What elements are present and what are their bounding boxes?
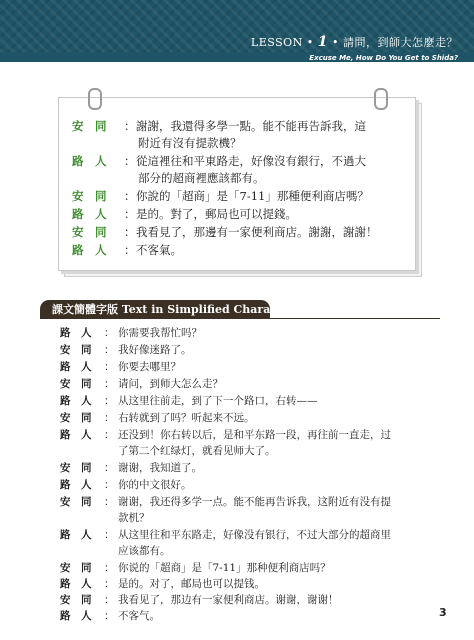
- speaker-label: 安 同: [60, 344, 92, 356]
- dialogue-line: 謝謝，我還得多學一點。能不能再告訴我，這: [136, 119, 366, 133]
- simplified-row: 路 人 ： 从这里往和平东路走，好像没有银行，不过大部分的超商里: [60, 529, 391, 541]
- dialogue-row: 安 同 ：我看見了，那邊有一家便利商店。謝謝，謝謝！: [72, 225, 378, 239]
- binder-ring-icon: [88, 88, 102, 110]
- simplified-row: 安 同 ： 我看见了，那边有一家便利商店。谢谢，谢谢！: [60, 594, 339, 606]
- speaker-label: 路 人: [60, 578, 92, 590]
- simplified-row: 路 人 ： 你的中文很好。: [60, 479, 192, 491]
- dialogue-line: 我看見了，那邊有一家便利商店。謝謝，謝謝！: [136, 225, 378, 239]
- simplified-row: 安 同 ： 你说的「超商」是「7-11」那种便利商店吗？: [60, 562, 331, 574]
- speaker-label: 路 人: [60, 610, 92, 622]
- dialogue-row: 安 同 ：謝謝，我還得多學一點。能不能再告訴我，這: [72, 119, 366, 133]
- speaker-label: 安 同: [60, 412, 92, 424]
- dialogue-line: 從這裡往和平東路走，好像沒有銀行，不過大: [136, 154, 366, 168]
- lesson-number: 1: [317, 34, 328, 50]
- simplified-row: 路 人 ： 你要去哪里？: [60, 361, 181, 373]
- simplified-row: 安 同 ： 请问，到师大怎么走？: [60, 378, 223, 390]
- speaker-label: 安 同: [72, 225, 107, 239]
- speaker-label: 路 人: [60, 395, 92, 407]
- simplified-row: 路 人 ： 从这里往前走，到了下一个路口，右转——: [60, 395, 318, 407]
- speaker-label: 安 同: [72, 119, 107, 133]
- dialogue-line: 部分的超商裡應該都有。: [138, 171, 265, 185]
- speaker-label: 安 同: [60, 594, 92, 606]
- simplified-line: 了第二个红绿灯，就看见师大了。: [118, 445, 276, 457]
- simplified-row: 路 人 ： 你需要我帮忙吗？: [60, 327, 202, 339]
- dialogue-row: 路 人 ：是的。對了，郵局也可以提錢。: [72, 207, 297, 221]
- dialogue-line: 附近有沒有提款機？: [138, 136, 242, 150]
- simplified-row: 路 人 ： 还没到！你右转以后，是和平东路一段，再往前一直走，过: [60, 429, 391, 441]
- simplified-line: 应该都有。: [118, 545, 171, 557]
- simplified-row: 路 人 ： 是的。对了，邮局也可以提钱。: [60, 578, 265, 590]
- lesson-subtitle: Excuse Me, How Do You Get to Shida?: [309, 54, 458, 62]
- speaker-label: 路 人: [60, 361, 92, 373]
- dialogue-line: 是的。對了，郵局也可以提錢。: [136, 207, 297, 221]
- speaker-label: 路 人: [72, 154, 107, 168]
- dialogue-row: 安 同 ：你說的「超商」是「7-11」那種便利商店嗎？: [72, 189, 369, 203]
- simplified-line: 款机？: [118, 512, 150, 524]
- simplified-row: 安 同 ： 谢谢，我知道了。: [60, 462, 202, 474]
- speaker-label: 安 同: [60, 562, 92, 574]
- lesson-title: 請問，到師大怎麼走？: [343, 36, 458, 49]
- speaker-label: 路 人: [60, 529, 92, 541]
- dialogue-line: 你說的「超商」是「7-11」那種便利商店嗎？: [136, 189, 369, 203]
- binder-ring-icon: [374, 88, 388, 110]
- dialogue-line: 不客氣。: [136, 243, 182, 257]
- speaker-label: 路 人: [60, 327, 92, 339]
- simplified-row: 安 同 ： 谢谢，我还得多学一点。能不能再告诉我，这附近有没有提: [60, 496, 391, 508]
- speaker-label: 安 同: [60, 378, 92, 390]
- speaker-label: 路 人: [60, 479, 92, 491]
- speaker-label: 路 人: [72, 243, 107, 257]
- speaker-label: 路 人: [60, 429, 92, 441]
- simplified-row: 安 同 ： 我好像迷路了。: [60, 344, 192, 356]
- section-title: 課文簡體字版 Text in Simplified Characters: [52, 303, 302, 316]
- page-number: 3: [439, 606, 447, 619]
- lesson-heading: LESSON • 1 • 請問，到師大怎麼走？: [250, 34, 458, 50]
- speaker-label: 路 人: [72, 207, 107, 221]
- dialogue-row: 路 人 ：從這裡往和平東路走，好像沒有銀行，不過大: [72, 154, 366, 168]
- speaker-label: 安 同: [72, 189, 107, 203]
- simplified-row: 路 人 ： 不客气。: [60, 610, 160, 622]
- simplified-row: 安 同 ： 右转就到了吗？听起来不远。: [60, 412, 255, 424]
- speaker-label: 安 同: [60, 496, 92, 508]
- lesson-label: LESSON: [250, 36, 303, 49]
- speaker-label: 安 同: [60, 462, 92, 474]
- dialogue-row: 路 人 ：不客氣。: [72, 243, 182, 257]
- section-divider: [40, 318, 440, 319]
